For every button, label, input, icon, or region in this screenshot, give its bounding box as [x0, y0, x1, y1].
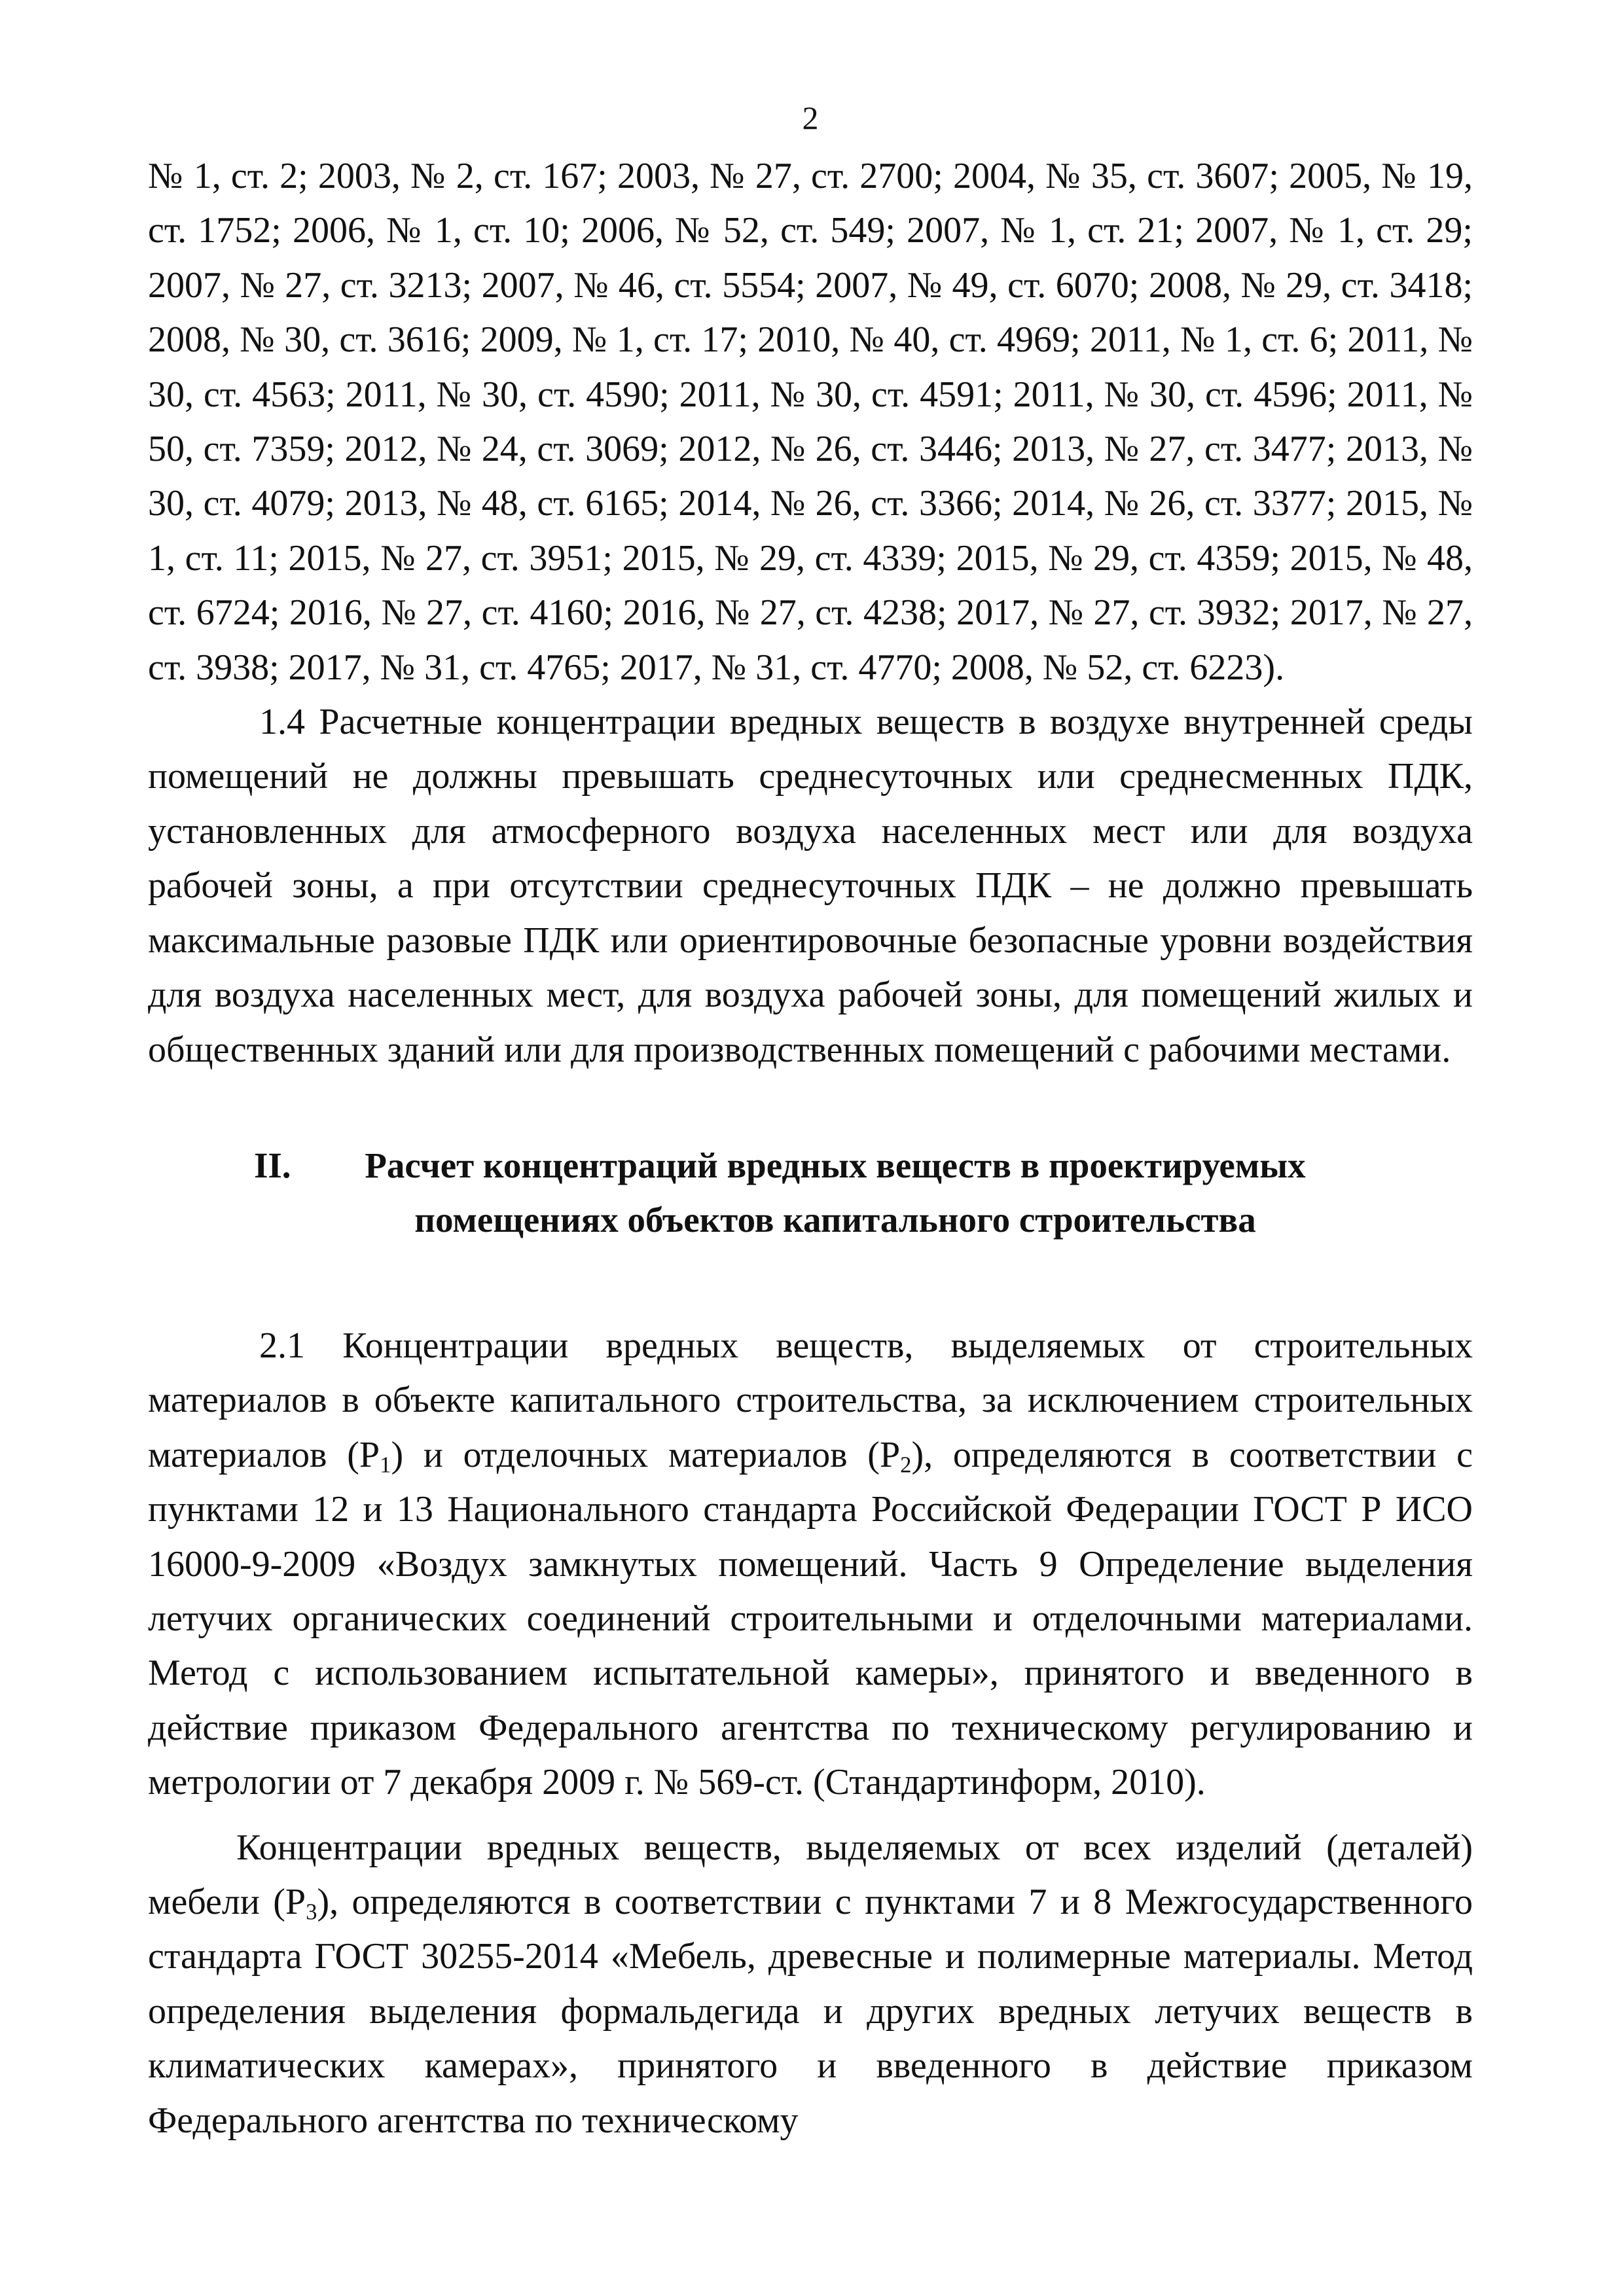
clause-2-1-text-c: ), определяются в соответствии с пунктами 12 и 13 Национального стандарта Российской Федерации ГОСТ Р ИСО 16000-9-2009 «Воздух замкнутых помещений. Часть 9 Определение выделения летучих органических соединений строительными и отделочными материалами. Метод с использованием испытательной камеры», принятого и введенного в действие приказом Федерального агентства по техническому регулированию и метрологии от 7 декабря 2009 г. № 569-ст. (Стандартинформ, 2010). — [148, 1434, 1473, 1803]
subscript-p3: 3 — [306, 1899, 317, 1925]
furniture-text-a: Концентрации вредных веществ, выделяемых от всех изделий (деталей) мебели (P — [148, 1827, 1473, 1922]
furniture-text-b: ), определяются в соответствии с пунктами 7 и 8 Межгосударственного стандарта ГОСТ 30255-2014 «Мебель, древесные и полимерные материалы. Метод определения выделения формальдегида и других вредных летучих веществ в климатических камерах», принятого и введенного в действие приказом Федерального агентства по техническому — [148, 1881, 1473, 2141]
subscript-p1: 1 — [380, 1452, 391, 1478]
clause-1-4-paragraph: 1.4 Расчетные концентрации вредных веществ в воздухе внутренней среды помещений не должны превышать среднесуточных или среднесменных ПДК, установленных для атмосферного воздуха населенных мест или для воздуха рабочей зоны, а при отсутствии среднесуточных ПДК – не должно превышать максимальные разовые ПДК или ориентировочные безопасные уровни воздействия для воздуха населенных мест, для воздуха рабочей зоны, для помещений жилых и общественных зданий или для производственных помещений с рабочими местами. — [148, 702, 1473, 1070]
section-number: II. — [254, 1145, 291, 1185]
section-title-line-2: помещениях объектов капитального строительства — [414, 1199, 1256, 1240]
clause-2-1-text-a: 2.1 Концентрации вредных веществ, выделяемых от строительных материалов в объекте капитального строительства, за исключением строительных материалов (P — [148, 1325, 1473, 1475]
page-number: 2 — [802, 99, 819, 136]
section-title — [354, 1138, 1316, 1247]
reference-list-continuation: № 1, ст. 2; 2003, № 2, ст. 167; 2003, № 27, ст. 2700; 2004, № 35, ст. 3607; 2005, № 19, ст. 1752; 2006, № 1, ст. 10; 2006, № 52, ст. 549; 2007, № 1, ст. 21; 2007, № 1, ст. 29; 2007, № 27, ст. 3213; 2007, № 46, ст. 5554; 2007, № 49, ст. 6070; 2008, № 29, ст. 3418; 2008, № 30, ст. 3616; 2009, № 1, ст. 17; 2010, № 40, ст. 4969; 2011, № 1, ст. 6; 2011, № 30, ст. 4563; 2011, № 30, ст. 4590; 2011, № 30, ст. 4591; 2011, № 30, ст. 4596; 2011, № 50, ст. 7359; 2012, № 24, ст. 3069; 2012, № 26, ст. 3446; 2013, № 27, ст. 3477; 2013, № 30, ст. 4079; 2013, № 48, ст. 6165; 2014, № 26, ст. 3366; 2014, № 26, ст. 3377; 2015, № 1, ст. 11; 2015, № 27, ст. 3951; 2015, № 29, ст. 4339; 2015, № 29, ст. 4359; 2015, № 48, ст. 6724; 2016, № 27, ст. 4160; 2016, № 27, ст. 4238; 2017, № 27, ст. 3932; 2017, № 27, ст. 3938; 2017, № 31, ст. 4765; 2017, № 31, ст. 4770; 2008, № 52, ст. 6223). — [148, 156, 1473, 688]
clause-2-1-text-b: ) и отделочных материалов (P — [391, 1434, 901, 1475]
section-title-line-1: Расчет концентраций вредных веществ в проектируемых — [365, 1145, 1306, 1185]
section-heading — [148, 1138, 1473, 1247]
clause-2-1-paragraph — [148, 1319, 1473, 1810]
subscript-p2: 2 — [900, 1452, 912, 1478]
furniture-paragraph — [148, 1821, 1473, 2148]
document-page — [148, 98, 1473, 2148]
